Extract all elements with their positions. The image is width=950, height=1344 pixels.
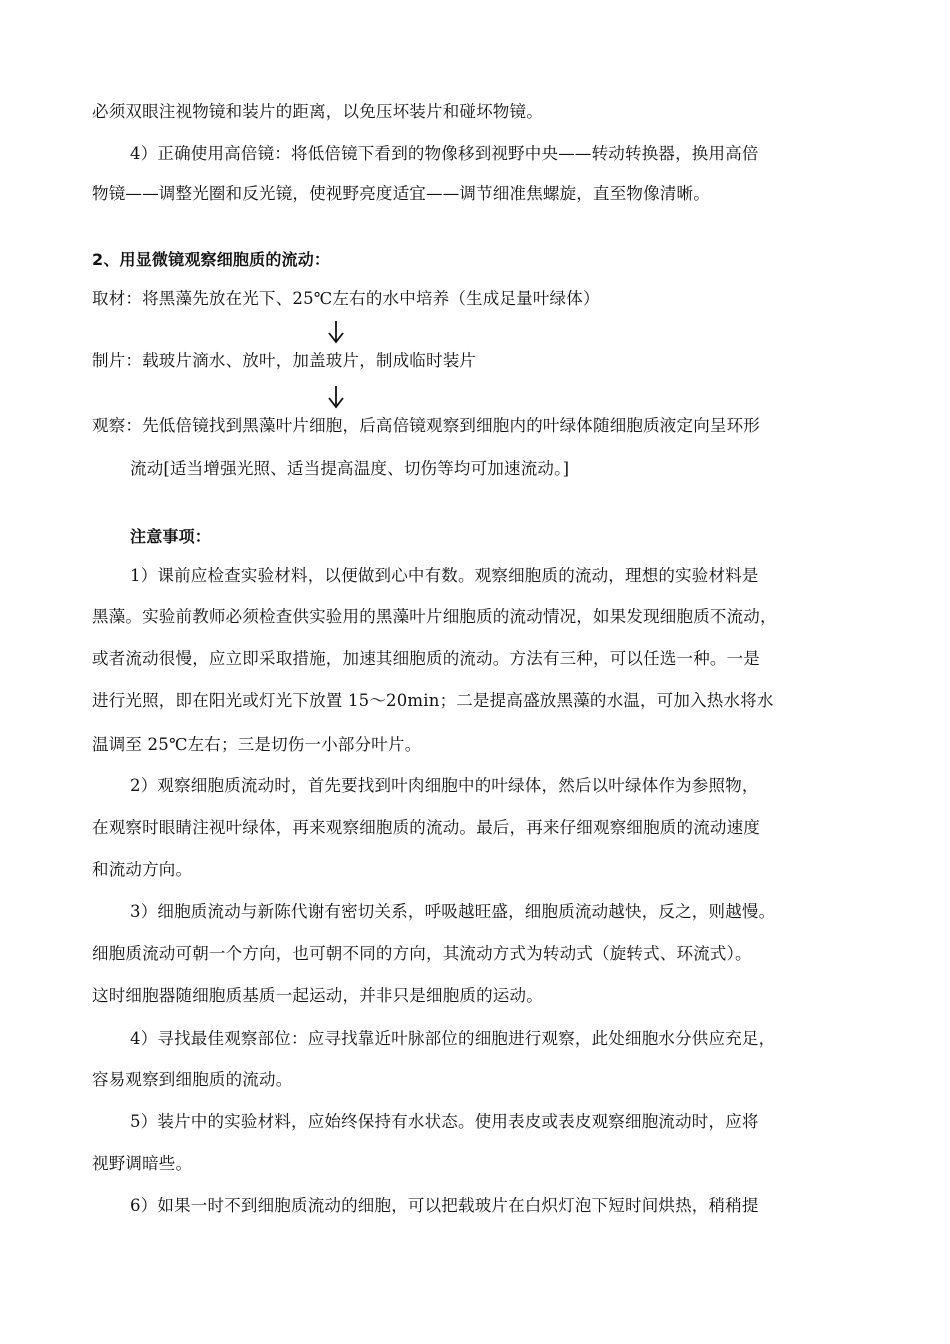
text-line: 5）装片中的实验材料，应始终保持有水状态。使用表皮或表皮观察细胞流动时，应将 — [130, 1112, 759, 1131]
text-line: 进行光照，即在阳光或灯光下放置 15～20min；二是提高盛放黑藻的水温，可加入热水将水 — [92, 691, 774, 710]
text-line: 1）课前应检查实验材料，以便做到心中有数。观察细胞质的流动，理想的实验材料是 — [130, 566, 759, 585]
text-line: 2）观察细胞质流动时，首先要找到叶肉细胞中的叶绿体，然后以叶绿体作为参照物， — [130, 776, 759, 795]
text-line: 细胞质流动可朝一个方向，也可朝不同的方向，其流动方式为转动式（旋转式、环流式）。 — [92, 944, 752, 963]
text-line: 或者流动很慢，应立即采取措施，加速其细胞质的流动。方法有三种，可以任选一种。一是 — [92, 649, 760, 668]
text-line: 和流动方向。 — [92, 860, 193, 879]
flow-step-take-material: 取材：将黑藻先放在光下、25℃左右的水中培养（生成足量叶绿体） — [92, 289, 600, 308]
text-line: 4）寻找最佳观察部位：应寻找靠近叶脉部位的细胞进行观察，此处细胞水分供应充足， — [130, 1029, 776, 1048]
flow-step-observe-note: 流动[适当增强光照、适当提高温度、切伤等均可加速流动。] — [130, 459, 570, 478]
section-heading: 2、用显微镜观察细胞质的流动： — [92, 250, 331, 269]
text-line: 必须双眼注视物镜和装片的距离，以免压坏装片和碰坏物镜。 — [92, 102, 543, 121]
text-line: 容易观察到细胞质的流动。 — [92, 1070, 293, 1089]
down-arrow-icon — [328, 320, 344, 344]
flow-step-observe: 观察：先低倍镜找到黑藻叶片细胞，后高倍镜观察到细胞内的叶绿体随细胞质液定向呈环形 — [92, 416, 760, 435]
text-line: 这时细胞器随细胞质基质一起运动，并非只是细胞质的运动。 — [92, 986, 543, 1005]
text-line: 3）细胞质流动与新陈代谢有密切关系，呼吸越旺盛，细胞质流动越快，反之，则越慢。 — [130, 902, 776, 921]
text-line: 黑藻。实验前教师必须检查供实验用的黑藻叶片细胞质的流动情况，如果发现细胞质不流动， — [92, 607, 777, 626]
text-line: 视野调暗些。 — [92, 1154, 193, 1173]
text-line: 4）正确使用高倍镜：将低倍镜下看到的物像移到视野中央——转动转换器，换用高倍 — [130, 144, 759, 163]
text-line: 物镜——调整光圈和反光镜，使视野亮度适宜——调节细准焦螺旋，直至物像清晰。 — [92, 184, 710, 203]
notes-heading: 注意事项： — [130, 527, 212, 546]
flow-step-make-slide: 制片：载玻片滴水、放叶，加盖玻片，制成临时装片 — [92, 351, 477, 370]
text-line: 在观察时眼睛注视叶绿体，再来观察细胞质的流动。最后，再来仔细观察细胞质的流动速度 — [92, 818, 760, 837]
text-line: 6）如果一时不到细胞质流动的细胞，可以把载玻片在白炽灯泡下短时间烘热，稍稍提 — [130, 1196, 759, 1215]
down-arrow-icon — [328, 385, 344, 409]
text-line: 温调至 25℃左右；三是切伤一小部分叶片。 — [92, 735, 422, 754]
